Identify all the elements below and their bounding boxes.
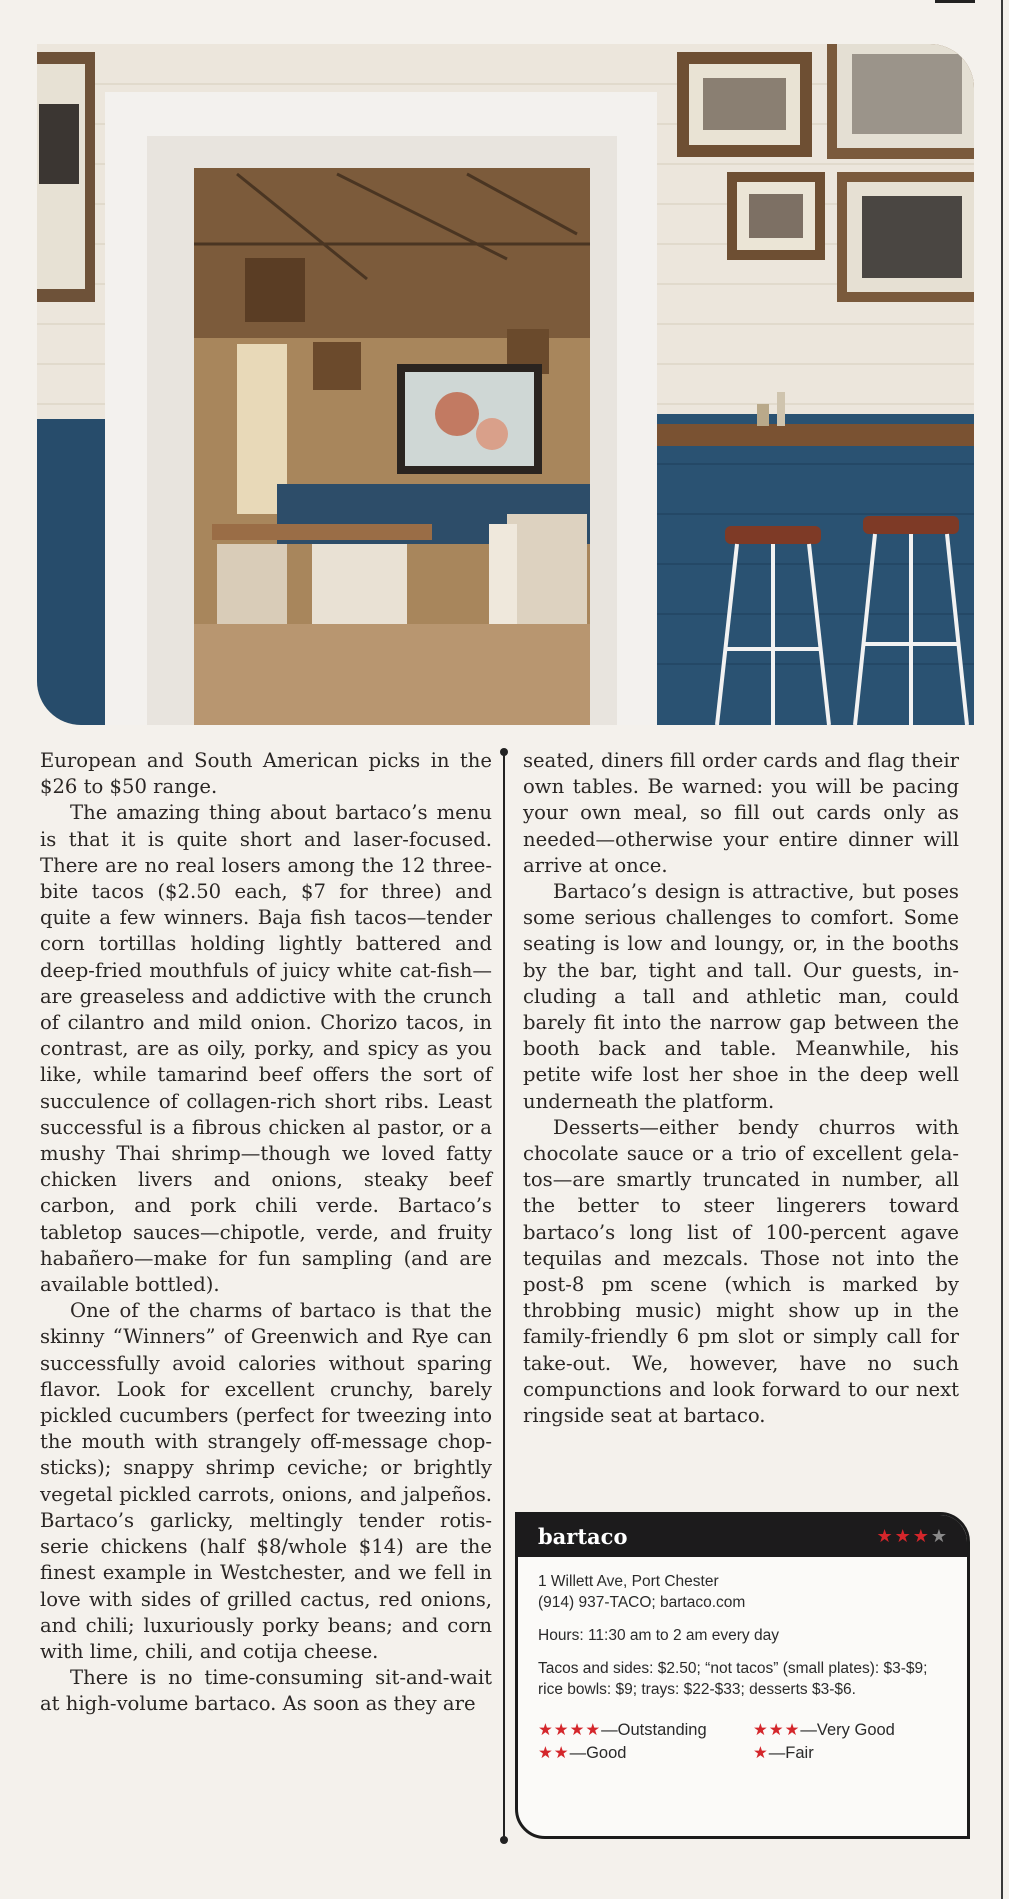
paragraph: Desserts—either bendy churros with chocolate sauce or a trio of excellent gela-tos—are smartly truncated in number, all the better to steer lingerers toward bartaco’s long list of 100-percent agave tequilas and mezcals. Those not into the post-8 pm scene (which is marked by throbbing music) might show up in the family-friendly 6 pm slot or simply call for take-out. We, however, have no such compunctions and look forward to our next ringside seat at bartaco. [523,1115,959,1428]
hours: Hours: 11:30 am to 2 am every day [538,1627,779,1644]
star-icon: ★★★★ [538,1721,602,1739]
article-column-right [523,748,959,1429]
rating-stars [876,1526,949,1547]
top-rule [935,0,975,3]
paragraph: There is no time-consuming sit-and-wait at high-volume bartaco. As soon as they are [40,1666,492,1716]
page-edge [1001,0,1003,1899]
star-icon: ★★★ [753,1721,801,1739]
column-divider [503,752,505,1840]
legend-item: ★★—Good [538,1744,627,1762]
paragraph: Bartaco’s design is attractive, but poses some serious challenges to comfort. Some seating is low and loungy, or, in the booths by the bar, tight and tall. Our guests, in-cluding a tall and athletic man, could barely fit into the narrow gap between the booth back and table. Meanwhile, his petite wife lost her shoe in the deep well underneath the platform. [523,880,959,1113]
star-icon: ★ [753,1744,769,1762]
info-box-body [518,1557,967,1764]
rating-legend [538,1720,949,1764]
paragraph: One of the charms of bartaco is that the skinny “Winners” of Greenwich and Rye can successfully avoid calories without sparing flavor. Look for excellent crunchy, barely pickled cucumbers (perfect for tweezing into the mouth with strangely off-message chop-sticks); snappy shrimp ceviche; or brightly vegetal pickled carrots, onions, and jalpeños. Bartaco’s garlicky, meltingly tender rotis-serie chickens (half $8/whole $14) are the finest example in Westchester, and we fell in love with sides of grilled cactus, red onions, and chili; luxuriously porky beans; and corn with lime, chili, and cotija cheese. [40,1299,492,1663]
restaurant-name: bartaco [538,1523,628,1549]
paragraph: European and South American picks in the $26 to $50 range. [40,749,492,799]
legend-item: ★★★—Very Good [753,1721,895,1739]
legend-item: ★★★★—Outstanding [538,1721,707,1739]
paragraph: seated, diners fill order cards and flag their own tables. Be warned: you will be pacing your own meal, so fill out cards only as needed—otherwise your entire dinner will arrive at once. [523,749,959,877]
paragraph: The amazing thing about bartaco’s menu is that it is quite short and laser-focused. There are no real losers among the 12 three-bite tacos ($2.50 each, $7 for three) and quite a few winners. Baja fish tacos—tender corn tortillas holding lightly battered and deep-fried mouthfuls of juicy white cat-fish—are greaseless and addictive with the crunch of cilantro and mild onion. Chorizo tacos, in contrast, are as oily, porky, and spicy as you like, while tamarind beef offers the sort of succulence of collagen-rich short ribs. Least successful is a fibrous chicken al pastor, or a mushy Thai shrimp—though we loved fatty chicken livers and onions, steaky beef carbon, and pork chili verde. Bartaco’s tabletop sauces—chipotle, verde, and fruity habañero—make for fun sampling (and are available bottled). [40,801,492,1297]
address: 1 Willett Ave, Port Chester [538,1573,719,1590]
legend-item: ★—Fair [753,1744,814,1762]
prices: Tacos and sides: $2.50; “not tacos” (small plates): $3-$9; rice bowls: $9; trays: $22-$33; desserts $3-$6. [538,1660,928,1698]
restaurant-interior-illustration [37,44,974,725]
rating-star-dim-icon: ★ [930,1525,949,1546]
restaurant-info-box [515,1512,970,1839]
info-box-header [518,1515,967,1557]
star-icon: ★★ [538,1744,570,1762]
rating-star-icons: ★★★ [876,1525,931,1546]
restaurant-photo [37,44,974,725]
article-column-left [40,748,492,1718]
address-block [538,1571,949,1613]
phone-web: (914) 937-TACO; bartaco.com [538,1594,746,1611]
